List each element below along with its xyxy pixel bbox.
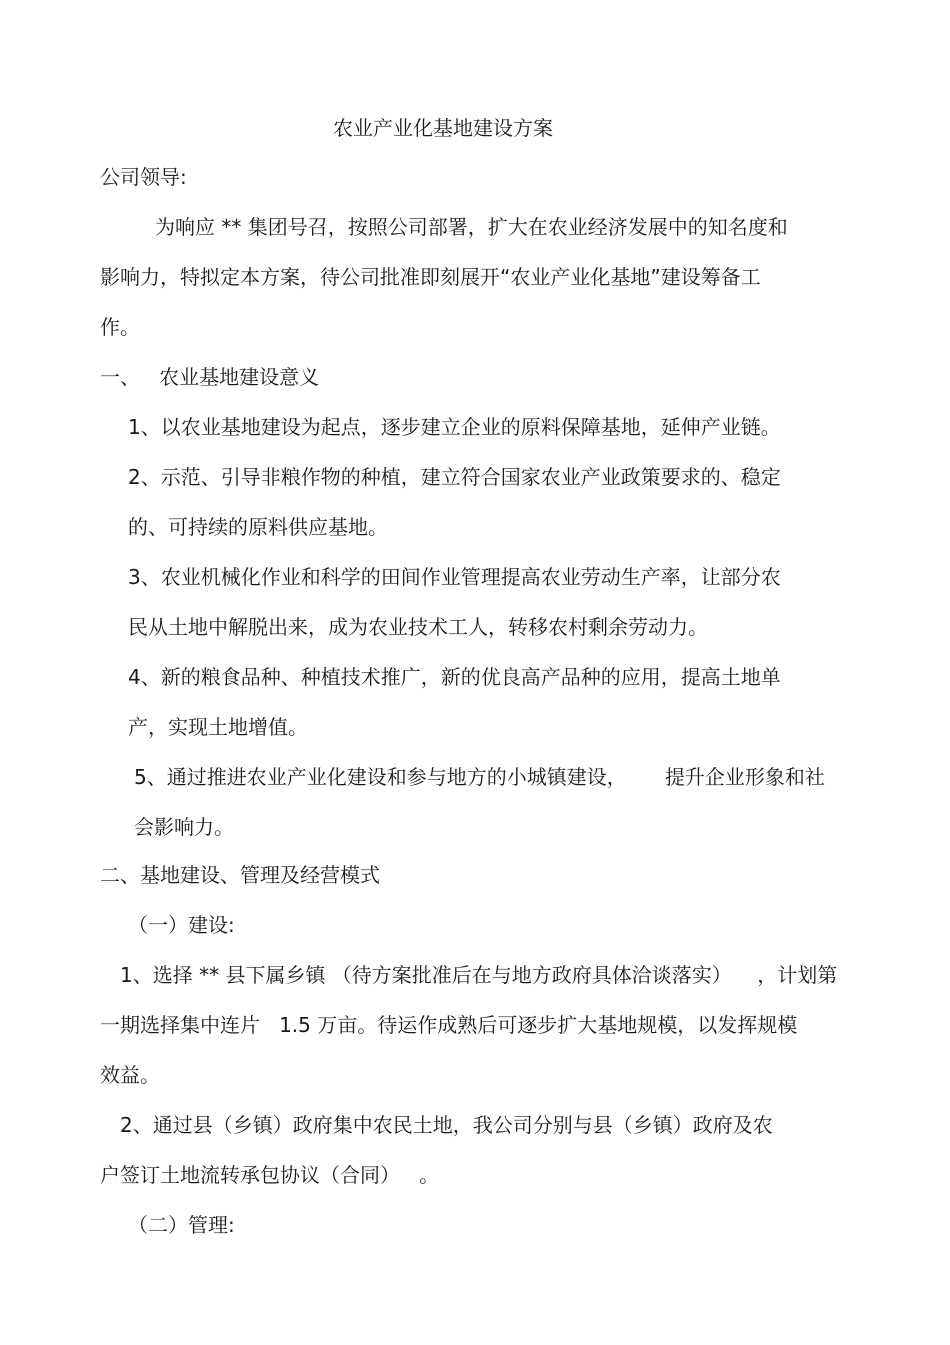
salutation: 公司领导: [100,165,187,189]
section-1-item-3-line-1: 3、农业机械化作业和科学的田间作业管理提高农业劳动生产率，让部分农 [128,565,781,589]
section-2-heading: 二、基地建设、管理及经营模式 [100,863,380,887]
section-2-item-1-line-2: 一期选择集中连片 1.5 万亩。待运作成熟后可逐步扩大基地规模，以发挥规模 [100,1013,798,1037]
section-1-item-5-line-1: 5、通过推进农业产业化建设和参与地方的小城镇建设， 提升企业形象和社 [134,765,825,789]
section-2-item-2-line-1: 2、通过县（乡镇）政府集中农民土地，我公司分别与县（乡镇）政府及农 [120,1113,773,1137]
intro-line-1: 为响应 ** 集团号召，按照公司部署，扩大在农业经济发展中的知名度和 [155,215,788,239]
intro-line-3: 作。 [100,315,140,339]
section-1-item-3-line-2: 民从土地中解脱出来，成为农业技术工人，转移农村剩余劳动力。 [128,615,708,639]
section-1-item-4-line-2: 产，实现土地增值。 [128,715,308,739]
document-title: 农业产业化基地建设方案 [333,116,553,140]
section-1-item-2-line-1: 2、示范、引导非粮作物的种植，建立符合国家农业产业政策要求的、稳定 [128,465,781,489]
intro-line-2: 影响力，特拟定本方案，待公司批准即刻展开“农业产业化基地”建设筹备工 [100,265,761,289]
section-2-item-1-line-3: 效益。 [100,1063,160,1087]
section-1-item-4-line-1: 4、新的粮食品种、种植技术推广，新的优良高产品种的应用，提高土地单 [128,665,781,689]
section-2-sub-2: （二）管理: [128,1213,235,1237]
section-1-item-1: 1、以农业基地建设为起点，逐步建立企业的原料保障基地，延伸产业链。 [128,415,781,439]
section-1-heading: 一、 农业基地建设意义 [100,365,320,389]
section-2-item-2-line-2: 户签订土地流转承包协议（合同） 。 [100,1163,440,1187]
section-2-item-1-line-1: 1、选择 ** 县下属乡镇 （待方案批准后在与地方政府具体洽谈落实） ，计划第 [120,963,838,987]
section-2-sub-1: （一）建设: [128,913,235,937]
section-1-item-5-line-2: 会影响力。 [134,815,234,839]
section-1-item-2-line-2: 的、可持续的原料供应基地。 [128,515,388,539]
